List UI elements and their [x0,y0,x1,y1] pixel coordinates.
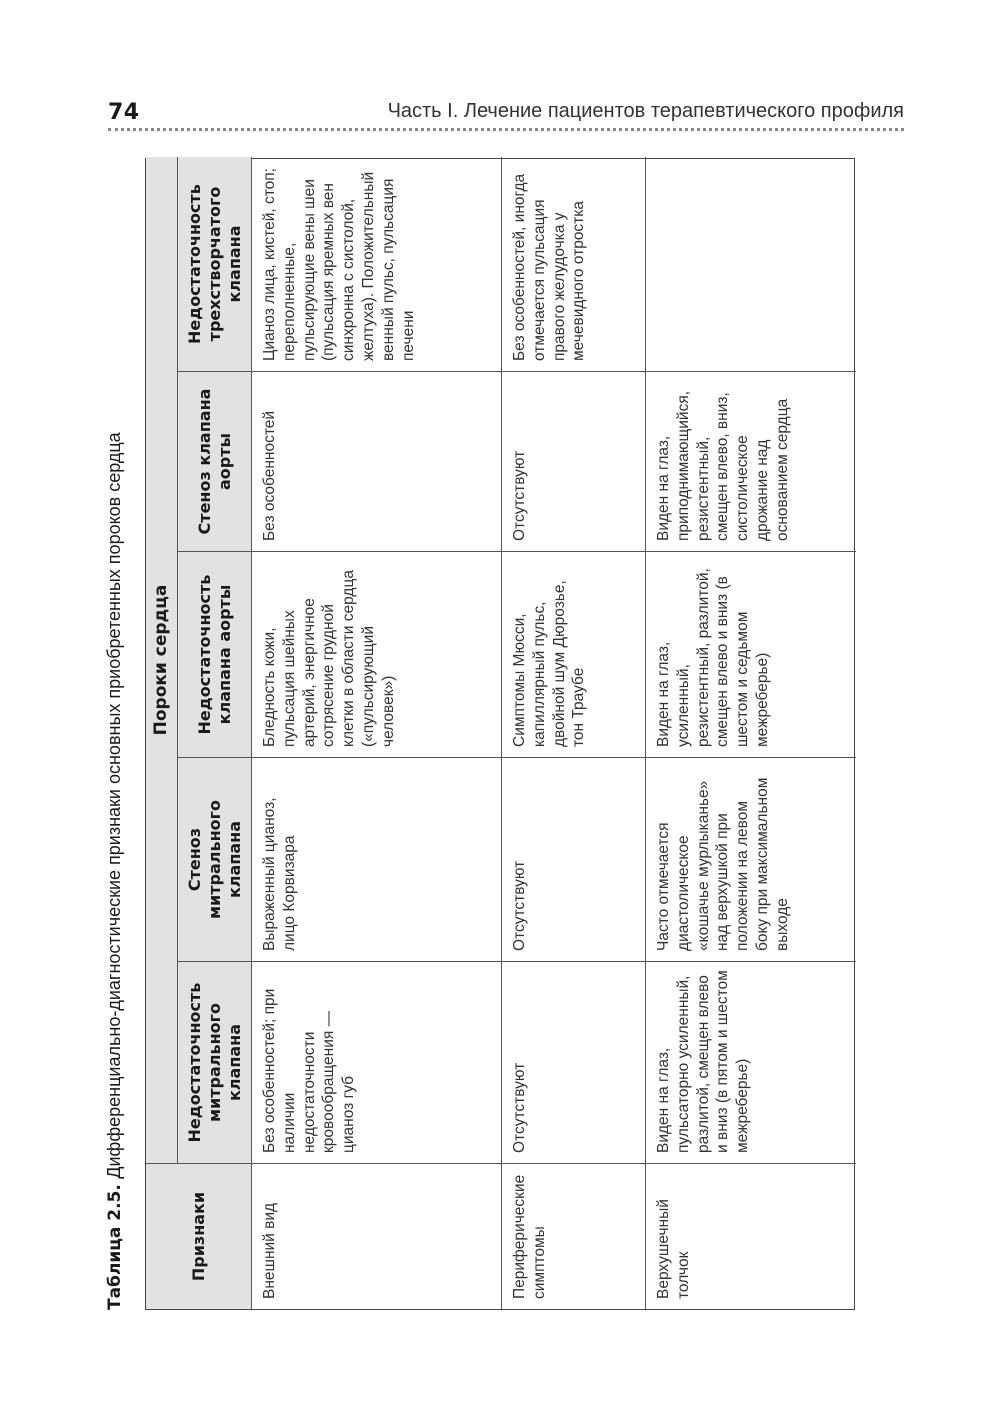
diagnostic-table [145,158,855,1310]
table-cell: Часто отмечается диастолическое «кошачье мурлыканье» над верхушкой при положении на левом боку при максимальном выходе [646,757,856,961]
header-tricuspid-insufficiency: Недостаточность трехстворчатого клапана [178,157,252,371]
table-cell: Отсутствуют [502,961,646,1163]
header-aortic-stenosis: Стеноз клапана аорты [178,371,252,551]
table-cell: Отсутствуют [502,757,646,961]
header-mitral-stenosis: Стеноз митрального клапана [178,757,252,961]
table-cell: Виден на глаз, пульсаторно усиленный, разлитой, смещен влево и вниз (в пятом и шестом межреберье) [646,961,856,1163]
table-caption-text: Дифференциально-диагностические признаки основных приобретенных пороков сердца [104,432,124,1179]
table-cell: Выраженный цианоз, лицо Корвизара [252,757,502,961]
row-sign-appearance: Внешний вид [252,1163,502,1309]
table-cell: Без особенностей [252,371,502,551]
table-cell: Бледность кожи, пульсация шейных артерий, энергичное сотрясение грудной клетки в области сердца («пульсирующий человек») [252,551,502,757]
table-cell: Цианоз лица, кистей, стоп; переполненные, пульсирующие вены шеи (пульсация яремных вен синхронна с систолой, желтуха). Положительный венный пульс, пульсация печени [252,157,502,371]
rotated-table-block [104,158,855,1310]
page-header [108,96,904,136]
table-cell: Без особенностей, иногда отмечается пульсация правого желудочка у мечевидного отростка [502,157,646,371]
row-sign-peripheral-symptoms: Периферические симптомы [502,1163,646,1309]
table-cell: Отсутствуют [502,371,646,551]
table-cell [646,157,856,371]
table-cell: Виден на глаз, усиленный, резистентный, разлитой, смещен влево и вниз (в шестом и седьмом межреберье) [646,551,856,757]
running-title: Часть I. Лечение пациентов терапевтического профиля [387,100,904,122]
table-cell: Симптомы Мюсси, капиллярный пульс, двойной шум Дюрозье, тон Траубе [502,551,646,757]
table-cell: Без особенностей; при наличии недостаточности кровообращения — цианоз губ [252,961,502,1163]
header-group-heart-defects: Пороки сердца [146,157,178,1163]
header-mitral-insufficiency: Недостаточность митрального клапана [178,961,252,1163]
table-caption [99,158,129,1310]
table-caption-label: Таблица 2.5. [105,1184,125,1310]
header-divider [108,128,904,131]
header-aortic-insufficiency: Недостаточность клапана аорты [178,551,252,757]
page-number: 74 [108,100,140,125]
table-cell: Виден на глаз, приподнимающийся, резистентный, смещен влево, вниз, систолическое дрожание над основанием сердца [646,371,856,551]
header-signs: Признаки [146,1163,252,1309]
row-sign-apex-beat: Верхушечный толчок [646,1163,856,1309]
